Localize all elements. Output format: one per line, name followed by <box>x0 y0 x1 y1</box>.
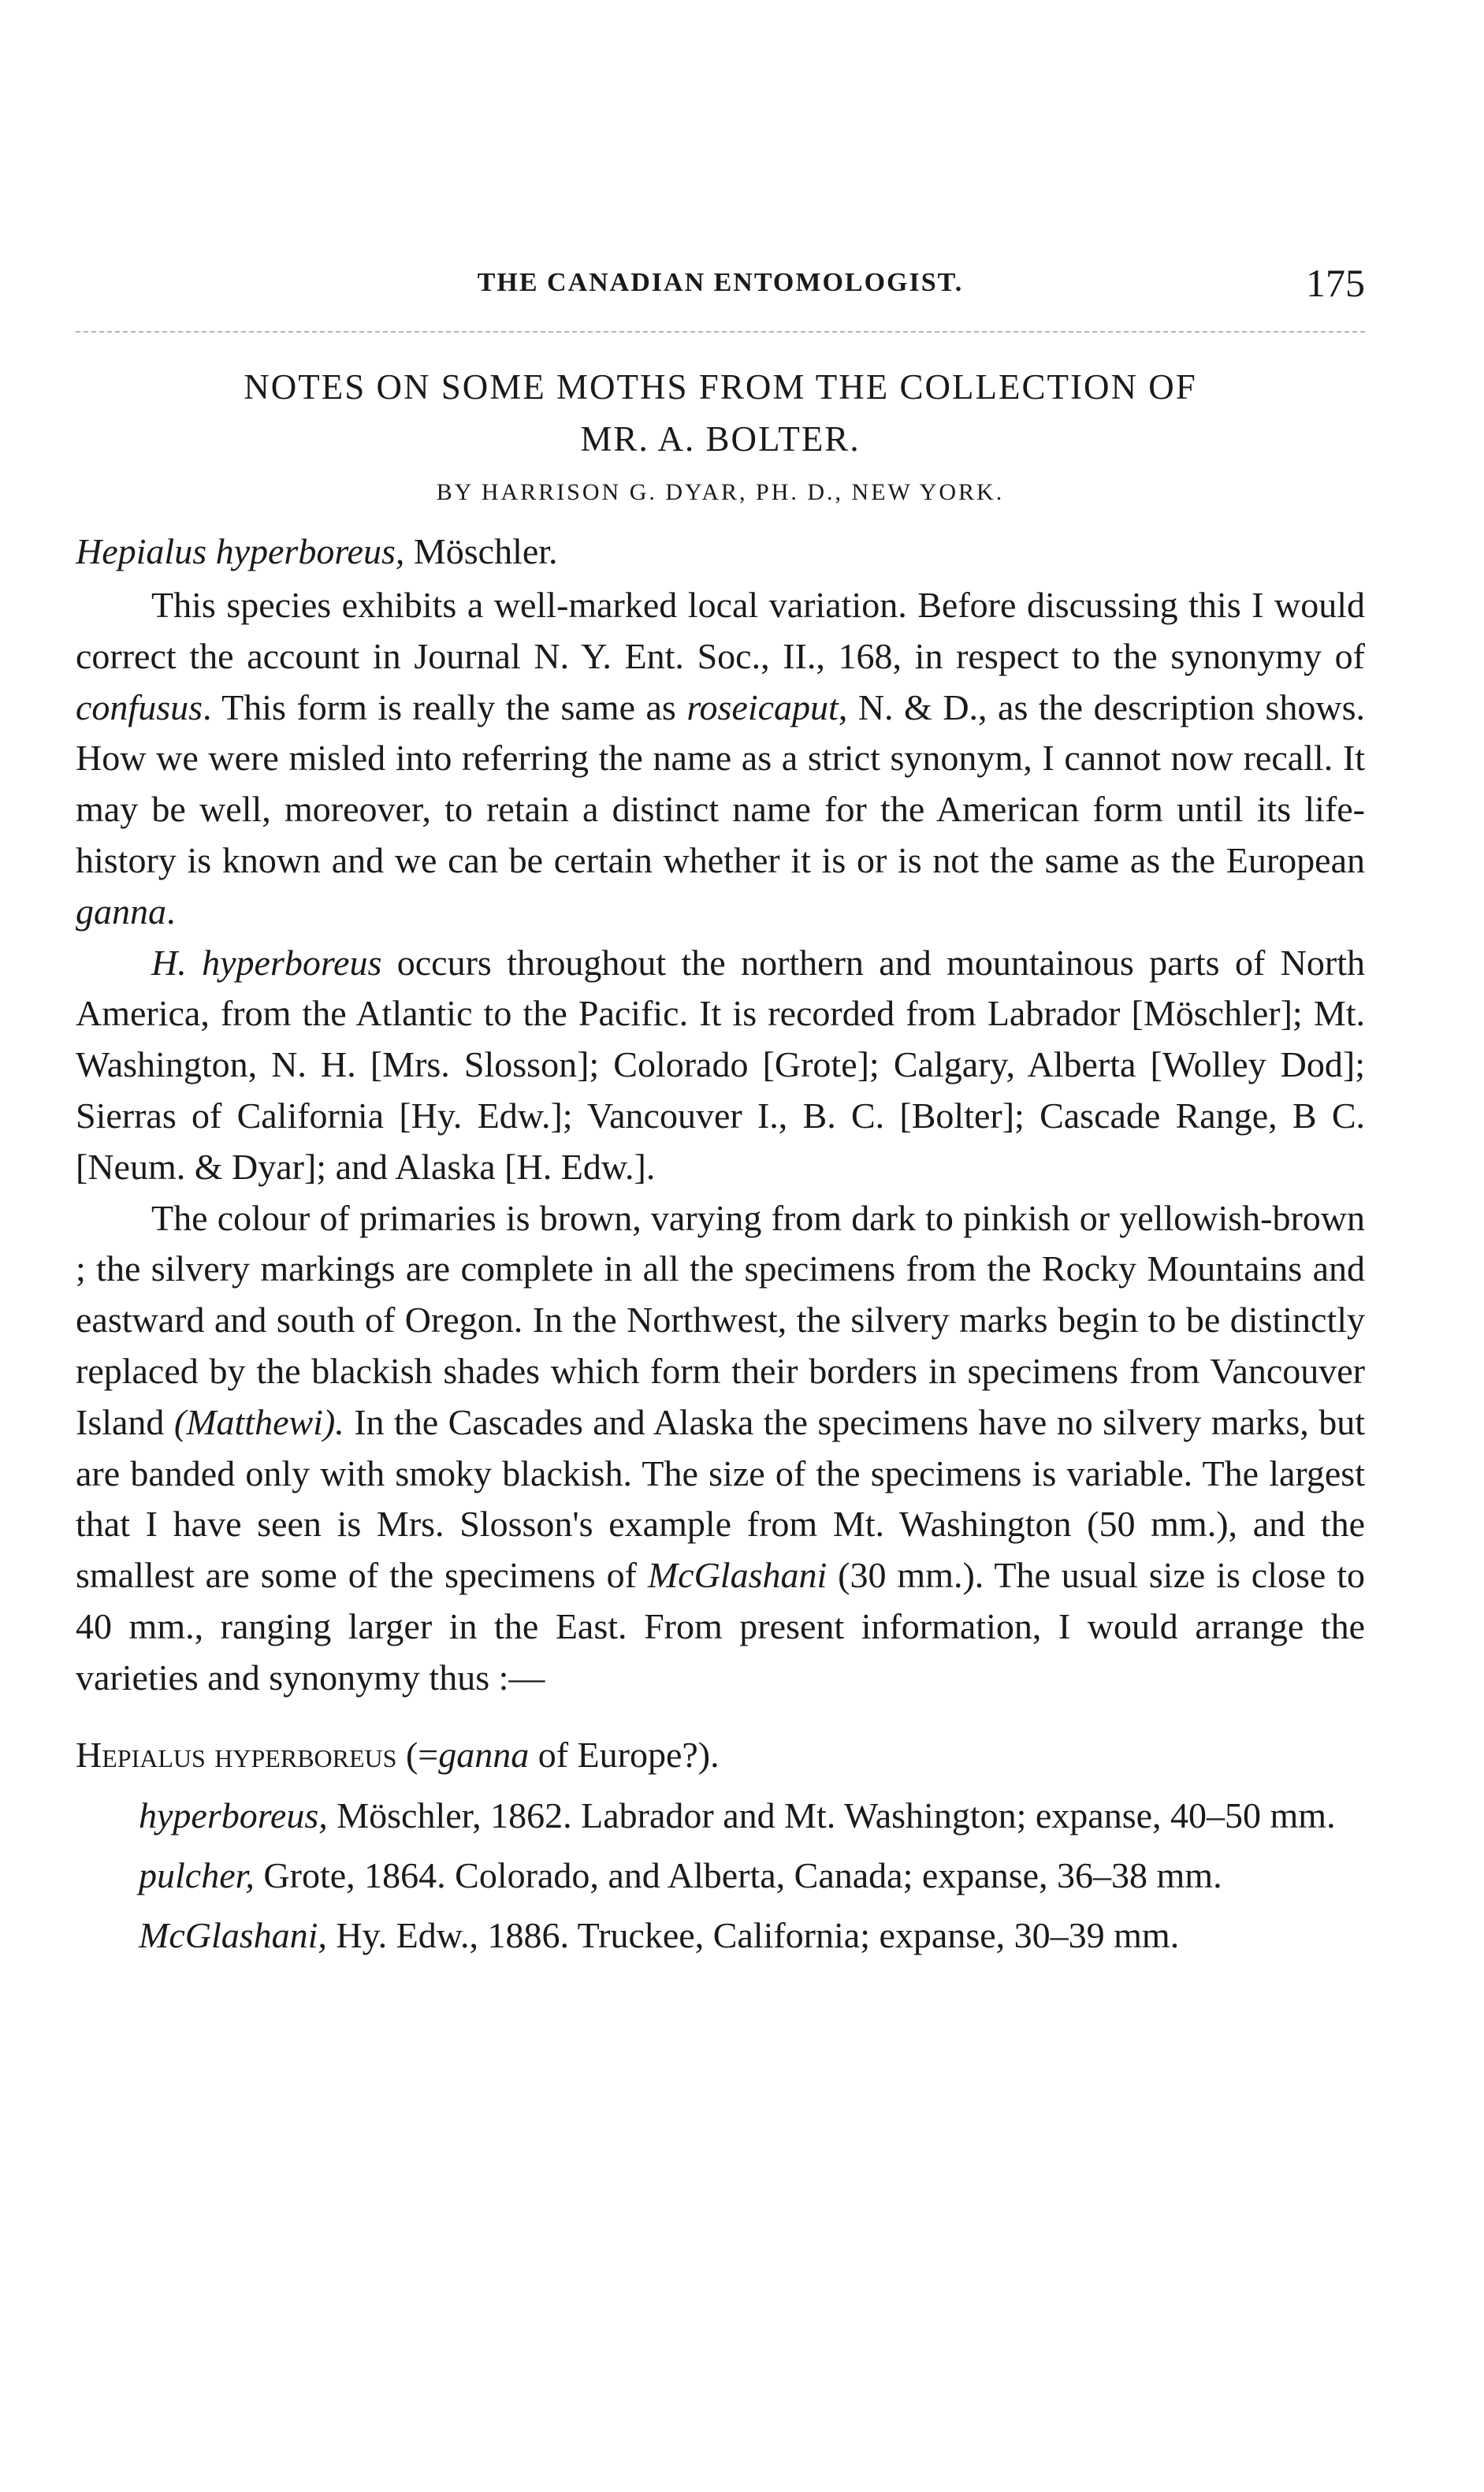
article-title <box>76 361 1365 465</box>
entry-text: Möschler, 1862. Labrador and Mt. Washington; expanse, 40–50 mm. <box>327 1795 1336 1836</box>
p3-text-a: The colour of primaries is brown, varying from dark to pinkish or yellowish-brown ; the silvery markings are complete in all the specimens from the Rocky Mountains and eastward and south of Oregon. In the Northwest, the silvery marks begin to be distinctly replaced by the blackish shades which form their borders in specimens from Vancouver Island <box>76 1197 1365 1442</box>
species-heading <box>76 526 1365 577</box>
p1-italic-roseicaput: roseicaput <box>686 686 839 727</box>
header-rule <box>76 331 1365 333</box>
p1-italic-confusus: confusus <box>76 686 203 727</box>
p1-text-e: , N. & D., as the description shows. How we were misled into referring the name as a strict synonym, I cannot now recall. It may be well, moreover, to retain a distinct name for the American form until its life-history is known and we can be certain whether it is or is not the same as the European <box>76 686 1366 880</box>
article-title-line-1: NOTES ON SOME MOTHS FROM THE COLLECTION OF <box>244 367 1197 407</box>
entry-name: McGlashani, <box>139 1914 327 1955</box>
running-head <box>76 260 1365 307</box>
page <box>76 260 1365 1961</box>
entry-text: Hy. Edw., 1886. Truckee, California; expanse, 30–39 mm. <box>326 1914 1180 1955</box>
paragraph-1 <box>76 580 1365 938</box>
p1-text-c: . This form is really the same as <box>203 686 687 727</box>
p2-italic-species: H. hyperboreus <box>151 942 382 983</box>
synonymy-entry <box>76 1910 1365 1961</box>
species-author: Möschler. <box>404 531 558 571</box>
species-name: Hepialus hyperboreus, <box>76 531 405 571</box>
paragraph-3 <box>76 1193 1365 1704</box>
running-title: THE CANADIAN ENTOMOLOGIST. <box>477 268 964 297</box>
synonymy-heading-rest: of Europe?). <box>529 1734 720 1775</box>
synonymy-heading <box>76 1729 1365 1781</box>
p3-italic-mcglashani: McGlashani <box>647 1555 828 1596</box>
p2-text-b: occurs throughout the northern and mountainous parts of North America, from the Atlantic to the Pacific. It is recorded from Labrador [Möschler]; Mt. Washington, N. H. [Mrs. Slosson]; Colorado [Grote]; Calgary, Alberta [Wolley Dod]; Sierras of California [Hy. Edw.]; Vancouver I., B. C. [Bolter]; Cascade Range, B C. [Neum. & Dyar]; and Alaska [H. Edw.]. <box>76 942 1366 1187</box>
p1-italic-ganna: ganna <box>76 891 166 932</box>
p1-text-a: This species exhibits a well-marked local variation. Before discussing this I would correct the account in Journal N. Y. Ent. Soc., II., 168, in respect to the synonymy of <box>76 585 1365 676</box>
synonymy-genus-species: Hepialus hyperboreus <box>76 1734 397 1775</box>
p3-text-c: In the Cascades and Alaska the specimens have no silvery marks, but are banded only with smoky blackish. The size of the specimens is variable. The largest that I have seen is Mrs. Slosson's example from Mt. Washington (50 mm.), and the smallest are some of the specimens of <box>76 1401 1365 1596</box>
p3-text-e: (30 mm.). The usual size is close to 40 mm., ranging larger in the East. From present information, I would arrange the varieties and synonymy thus :— <box>76 1555 1365 1698</box>
byline: BY HARRISON G. DYAR, PH. D., NEW YORK. <box>436 479 1005 505</box>
synonymy-heading-open: (= <box>396 1734 439 1775</box>
synonymy-entry <box>76 1791 1365 1841</box>
entry-text: Grote, 1864. Colorado, and Alberta, Canada; expanse, 36–38 mm. <box>254 1854 1222 1895</box>
synonymy-heading-ganna: ganna <box>438 1734 530 1775</box>
page-number: 175 <box>1306 261 1365 305</box>
p1-text-g: . <box>166 891 176 932</box>
entry-name: hyperboreus, <box>139 1795 328 1836</box>
p3-italic-matthewi: (Matthewi). <box>173 1401 344 1442</box>
entry-name: pulcher, <box>139 1854 255 1895</box>
paragraph-2 <box>76 938 1365 1193</box>
synonymy-entry <box>76 1850 1365 1901</box>
article-title-line-2: MR. A. BOLTER. <box>580 419 861 459</box>
